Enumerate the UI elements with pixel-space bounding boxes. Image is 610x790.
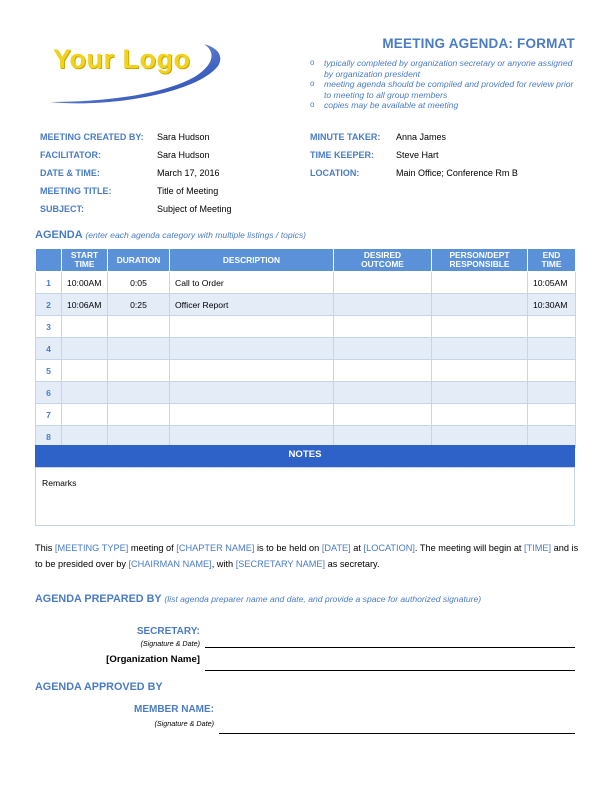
cell-start-time[interactable]: 10:06AM bbox=[62, 294, 108, 316]
cell-duration[interactable] bbox=[108, 404, 170, 426]
cell-end-time[interactable]: 10:30AM bbox=[528, 294, 576, 316]
meeting-statement: This [MEETING TYPE] meeting of [CHAPTER NAME] is to be held on [DATE] at [LOCATION]. The meeting will begin at [TIME] and is to be presided over by [CHAIRMAN NAME], with [SECRETARY NAME] as secretary. bbox=[35, 543, 579, 569]
cell-description[interactable] bbox=[170, 382, 334, 404]
col-person-header: PERSON/DEPT RESPONSIBLE bbox=[432, 249, 528, 272]
instruction-item: o meeting agenda should be compiled and provided for review prior to meeting to all group members bbox=[310, 79, 580, 100]
col-duration-header: DURATION bbox=[108, 249, 170, 272]
cell-start-time[interactable] bbox=[62, 382, 108, 404]
row-number: 5 bbox=[36, 360, 62, 382]
placeholder-chapter-name: [CHAPTER NAME] bbox=[176, 543, 255, 553]
time-keeper-label: TIME KEEPER: bbox=[310, 150, 375, 160]
col-end-time-header: END TIME bbox=[528, 249, 576, 272]
cell-start-time[interactable]: 10:00AM bbox=[62, 272, 108, 294]
prepared-by-heading bbox=[35, 593, 481, 605]
page-title: MEETING AGENDA: FORMAT bbox=[382, 36, 575, 51]
row-number: 4 bbox=[36, 338, 62, 360]
cell-person[interactable] bbox=[432, 382, 528, 404]
prepared-by-heading-text: AGENDA PREPARED BY bbox=[35, 593, 162, 605]
cell-end-time[interactable] bbox=[528, 338, 576, 360]
row-number: 2 bbox=[36, 294, 62, 316]
col-description-header: DESCRIPTION bbox=[170, 249, 334, 272]
cell-end-time[interactable]: 10:05AM bbox=[528, 272, 576, 294]
placeholder-secretary-name: [SECRETARY NAME] bbox=[235, 559, 326, 569]
placeholder-chairman-name: [CHAIRMAN NAME] bbox=[128, 559, 212, 569]
meeting-title-value: Title of Meeting bbox=[157, 186, 219, 196]
row-number: 7 bbox=[36, 404, 62, 426]
cell-description[interactable] bbox=[170, 316, 334, 338]
secretary-signature-note: (Signature & Date) bbox=[140, 639, 200, 648]
minute-taker-label: MINUTE TAKER: bbox=[310, 132, 381, 142]
instruction-item: o typically completed by organization secretary or anyone assigned by organization president bbox=[310, 58, 580, 79]
location-value: Main Office; Conference Rm B bbox=[396, 168, 518, 178]
table-row bbox=[36, 360, 576, 382]
cell-duration[interactable]: 0:05 bbox=[108, 272, 170, 294]
cell-start-time[interactable] bbox=[62, 360, 108, 382]
row-number: 1 bbox=[36, 272, 62, 294]
created-by-value: Sara Hudson bbox=[157, 132, 210, 142]
cell-end-time[interactable] bbox=[528, 316, 576, 338]
secretary-label: SECRETARY: bbox=[136, 626, 200, 637]
cell-duration[interactable]: 0:25 bbox=[108, 294, 170, 316]
cell-person[interactable] bbox=[432, 338, 528, 360]
table-row bbox=[36, 338, 576, 360]
instruction-item: o copies may be available at meeting bbox=[310, 100, 580, 111]
table-row bbox=[36, 272, 576, 294]
cell-end-time[interactable] bbox=[528, 404, 576, 426]
remarks-box[interactable] bbox=[35, 467, 575, 526]
agenda-header-row bbox=[36, 249, 576, 272]
placeholder-time: [TIME] bbox=[524, 543, 552, 553]
col-number-header bbox=[36, 249, 62, 272]
cell-description[interactable] bbox=[170, 338, 334, 360]
minute-taker-value: Anna James bbox=[396, 132, 447, 142]
meeting-title-label: MEETING TITLE: bbox=[40, 186, 112, 196]
remarks-text: Remarks bbox=[42, 478, 77, 488]
time-keeper-value: Steve Hart bbox=[396, 150, 439, 160]
organization-name: [Organization Name] bbox=[106, 654, 200, 665]
cell-person[interactable] bbox=[432, 294, 528, 316]
agenda-heading bbox=[35, 229, 306, 241]
cell-description[interactable] bbox=[170, 404, 334, 426]
cell-end-time[interactable] bbox=[528, 382, 576, 404]
member-signature-line[interactable] bbox=[219, 733, 575, 734]
cell-duration[interactable] bbox=[108, 360, 170, 382]
instruction-list bbox=[310, 58, 580, 111]
cell-person[interactable] bbox=[432, 272, 528, 294]
cell-duration[interactable] bbox=[108, 382, 170, 404]
cell-outcome[interactable] bbox=[334, 360, 432, 382]
col-outcome-header: DESIRED OUTCOME bbox=[334, 249, 432, 272]
cell-outcome[interactable] bbox=[334, 338, 432, 360]
facilitator-label: FACILITATOR: bbox=[40, 150, 101, 160]
placeholder-meeting-type: [MEETING TYPE] bbox=[54, 543, 129, 553]
cell-description[interactable]: Call to Order bbox=[170, 272, 334, 294]
row-number: 8 bbox=[36, 426, 62, 448]
facilitator-value: Sara Hudson bbox=[157, 150, 210, 160]
approved-by-heading: AGENDA APPROVED BY bbox=[35, 681, 163, 693]
agenda-table bbox=[35, 248, 576, 448]
cell-outcome[interactable] bbox=[334, 294, 432, 316]
created-by-label: MEETING CREATED BY: bbox=[40, 132, 144, 142]
subject-value: Subject of Meeting bbox=[157, 204, 232, 214]
cell-person[interactable] bbox=[432, 360, 528, 382]
logo-text: Your Logo bbox=[53, 44, 191, 74]
table-row bbox=[36, 404, 576, 426]
prepared-by-subheading: (list agenda preparer name and date, and provide a space for authorized signature) bbox=[164, 594, 482, 604]
cell-start-time[interactable] bbox=[62, 404, 108, 426]
row-number: 3 bbox=[36, 316, 62, 338]
subject-label: SUBJECT: bbox=[40, 204, 85, 214]
col-start-time-header: START TIME bbox=[62, 249, 108, 272]
cell-outcome[interactable] bbox=[334, 382, 432, 404]
cell-duration[interactable] bbox=[108, 316, 170, 338]
row-number: 6 bbox=[36, 382, 62, 404]
cell-end-time[interactable] bbox=[528, 360, 576, 382]
organization-line[interactable] bbox=[205, 670, 575, 671]
date-time-value: March 17, 2016 bbox=[157, 168, 220, 178]
table-row bbox=[36, 316, 576, 338]
placeholder-location: [LOCATION] bbox=[363, 543, 415, 553]
cell-description[interactable] bbox=[170, 360, 334, 382]
notes-header: NOTES bbox=[35, 445, 575, 467]
cell-person[interactable] bbox=[432, 316, 528, 338]
date-time-label: DATE & TIME: bbox=[40, 168, 100, 178]
cell-description[interactable]: Officer Report bbox=[170, 294, 334, 316]
cell-outcome[interactable] bbox=[334, 404, 432, 426]
cell-duration[interactable] bbox=[108, 338, 170, 360]
cell-outcome[interactable] bbox=[334, 316, 432, 338]
cell-start-time[interactable] bbox=[62, 316, 108, 338]
cell-outcome[interactable] bbox=[334, 272, 432, 294]
table-row bbox=[36, 294, 576, 316]
agenda-subheading: (enter each agenda category with multiple listings / topics) bbox=[85, 230, 307, 240]
member-signature-note: (Signature & Date) bbox=[154, 719, 214, 728]
table-row bbox=[36, 382, 576, 404]
placeholder-date: [DATE] bbox=[321, 543, 351, 553]
cell-start-time[interactable] bbox=[62, 338, 108, 360]
agenda-heading-text: AGENDA bbox=[35, 229, 83, 241]
location-label: LOCATION: bbox=[310, 168, 360, 178]
member-name-label: MEMBER NAME: bbox=[134, 704, 214, 715]
cell-person[interactable] bbox=[432, 404, 528, 426]
secretary-signature-line[interactable] bbox=[205, 647, 575, 648]
